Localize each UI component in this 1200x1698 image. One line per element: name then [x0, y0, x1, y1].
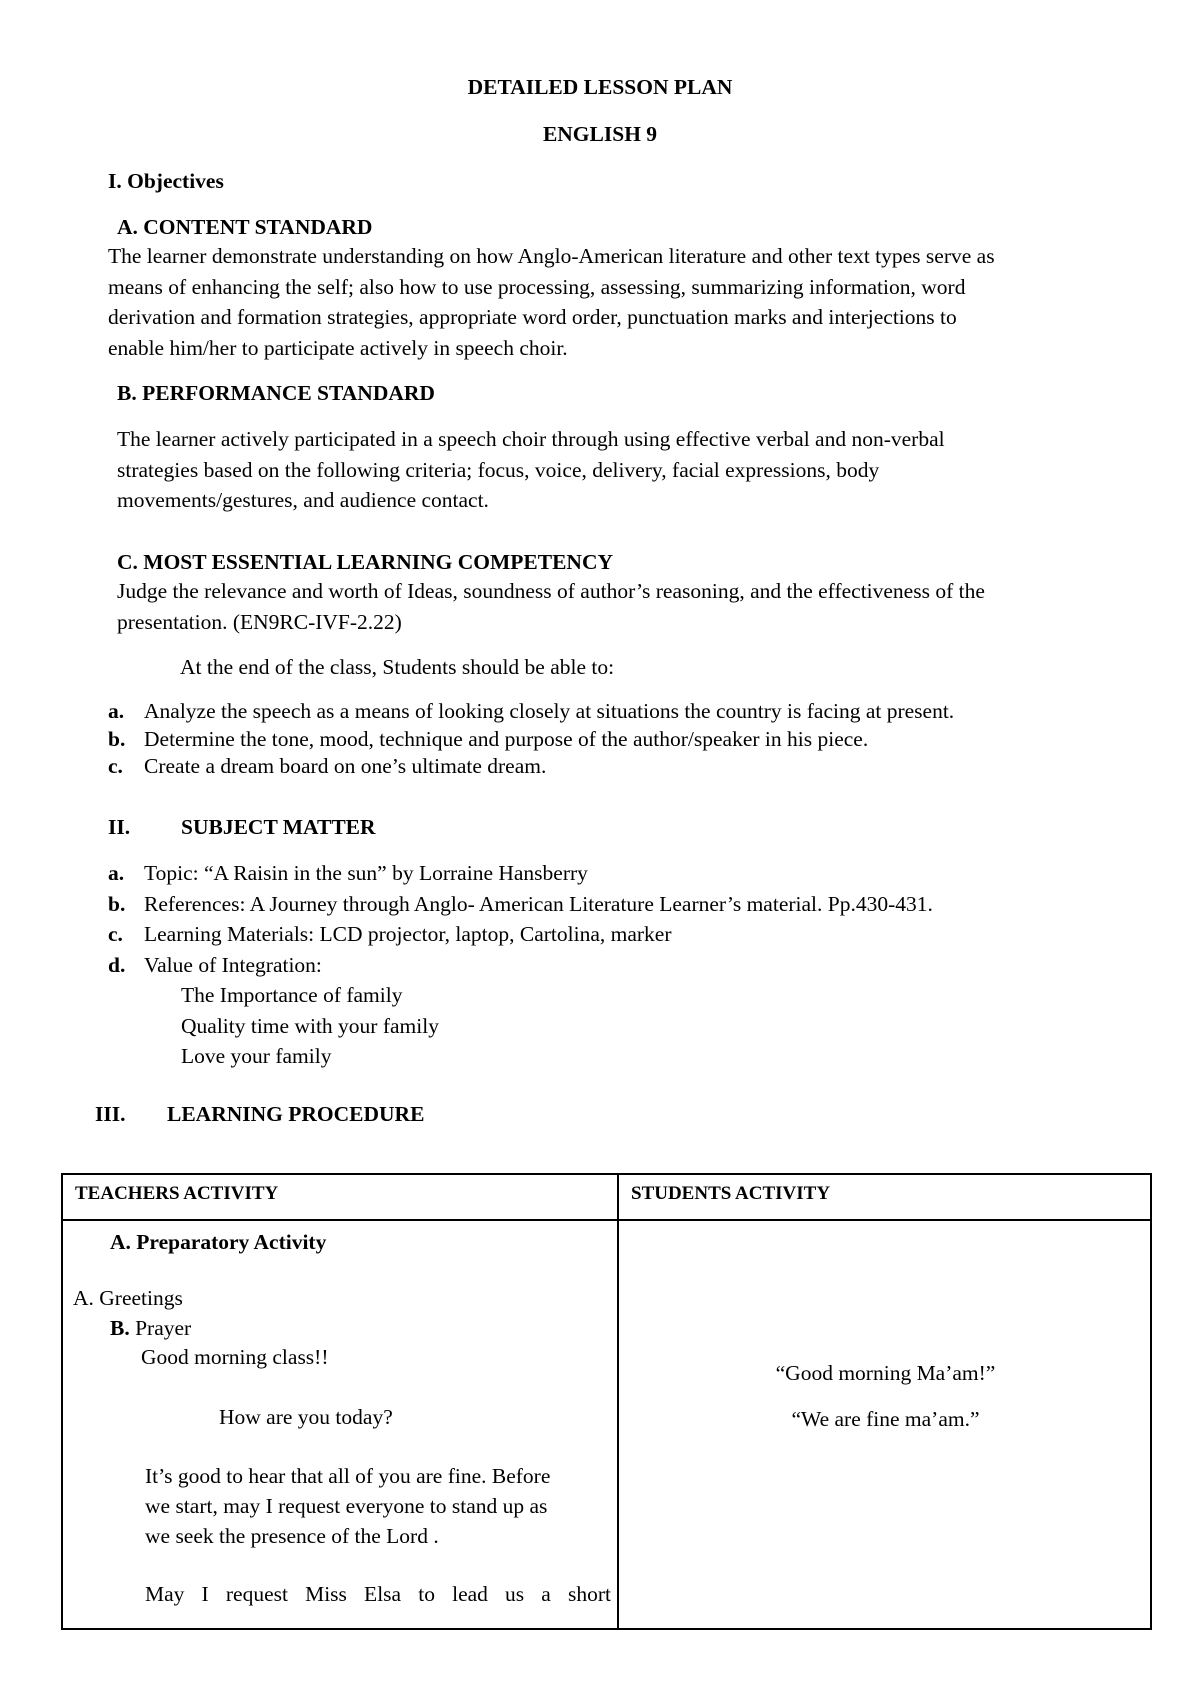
text-line: The learner demonstrate understanding on how Anglo-American literature and other text types serve as: [108, 244, 995, 268]
teacher-request: May I request Miss Elsa to lead us a short: [145, 1582, 611, 1606]
teacher-paragraph: [145, 1461, 550, 1551]
value-item: Love your family: [181, 1044, 332, 1068]
list-text: Learning Materials: LCD projector, laptop, Cartolina, marker: [144, 922, 672, 946]
learning-procedure-numeral: III.: [95, 1102, 126, 1126]
prayer-label: [110, 1313, 191, 1343]
list-item: [108, 858, 933, 889]
list-text: Determine the tone, mood, technique and purpose of the author/speaker in his piece.: [144, 726, 869, 751]
list-text: Analyze the speech as a means of looking closely at situations the country is facing at present.: [144, 699, 955, 723]
text-line: we seek the presence of the Lord .: [145, 1524, 439, 1548]
list-marker: c.: [108, 754, 123, 778]
text-line: derivation and formation strategies, appropriate word order, punctuation marks and interjections to: [108, 305, 957, 329]
document-title: DETAILED LESSON PLAN: [467, 75, 733, 99]
text-line: It’s good to hear that all of you are fine. Before: [145, 1464, 551, 1488]
list-text: References: A Journey through Anglo- American Literature Learner’s material. Pp.430-431.: [144, 891, 933, 916]
performance-standard-heading: B. PERFORMANCE STANDARD: [117, 381, 435, 405]
text-line: strategies based on the following criteria; focus, voice, delivery, facial expressions, body: [117, 457, 880, 482]
text-line: The learner actively participated in a speech choir through using effective verbal and non-verbal: [117, 427, 945, 451]
student-reply-greeting: “Good morning Ma’am!”: [775, 1361, 996, 1385]
list-marker: a.: [108, 861, 125, 885]
table-row: [62, 1220, 1151, 1629]
subject-matter-list: [108, 858, 933, 980]
text-line: means of enhancing the self; also how to use processing, assessing, summarizing information, word: [108, 274, 966, 299]
student-activity-cell: [618, 1220, 1151, 1629]
teacher-activity-cell: [62, 1220, 618, 1629]
greetings-label: A. Greetings: [73, 1286, 183, 1310]
list-marker: d.: [108, 952, 126, 977]
prayer-marker: B.: [110, 1316, 130, 1340]
content-standard-heading: A. CONTENT STANDARD: [117, 215, 373, 239]
list-marker: a.: [108, 699, 125, 723]
list-marker: c.: [108, 922, 123, 946]
list-marker: b.: [108, 726, 126, 751]
learning-procedure-heading: LEARNING PROCEDURE: [167, 1102, 425, 1126]
list-item: [108, 950, 933, 981]
objectives-heading: I. Objectives: [108, 169, 224, 193]
text-line: Judge the relevance and worth of Ideas, soundness of author’s reasoning, and the effectiveness of the: [117, 579, 985, 603]
list-text: Create a dream board on one’s ultimate dream.: [144, 754, 547, 778]
teacher-question: How are you today?: [219, 1405, 393, 1429]
list-text: Topic: “A Raisin in the sun” by Lorraine Hansberry: [144, 861, 588, 885]
activity-table: [61, 1173, 1152, 1630]
student-activity-header: STUDENTS ACTIVITY: [618, 1174, 1151, 1220]
text-line: enable him/her to participate actively in speech choir.: [108, 335, 568, 360]
performance-standard-text: [117, 424, 945, 516]
preparatory-activity-heading: A. Preparatory Activity: [110, 1230, 327, 1254]
list-item: [108, 698, 954, 726]
list-item: [108, 889, 933, 920]
values-list: [181, 980, 439, 1072]
subject-matter-heading: SUBJECT MATTER: [181, 815, 376, 839]
text-line: presentation. (EN9RC-IVF-2.22): [117, 609, 402, 634]
prayer-text: Prayer: [135, 1316, 192, 1340]
subject-title: ENGLISH 9: [542, 122, 658, 146]
text-line: we start, may I request everyone to stand up as: [145, 1494, 548, 1518]
teacher-activity-header: TEACHERS ACTIVITY: [62, 1174, 618, 1220]
text-line: movements/gestures, and audience contact.: [117, 488, 489, 512]
competency-text: [117, 576, 985, 637]
list-item: [108, 753, 954, 781]
value-item: Quality time with your family: [181, 1013, 439, 1038]
list-marker: b.: [108, 891, 126, 916]
list-item: [108, 919, 933, 950]
teacher-greeting: Good morning class!!: [141, 1345, 329, 1369]
table-header-row: [62, 1174, 1151, 1220]
value-item: The Importance of family: [181, 983, 403, 1007]
competency-heading: C. MOST ESSENTIAL LEARNING COMPETENCY: [117, 550, 613, 574]
list-item: [108, 726, 954, 754]
objectives-list: [108, 698, 954, 781]
subject-matter-numeral: II.: [108, 815, 131, 839]
content-standard-text: [108, 241, 995, 363]
objectives-intro: At the end of the class, Students should be able to:: [180, 655, 615, 679]
list-text: Value of Integration:: [144, 952, 322, 977]
student-reply-fine: “We are fine ma’am.”: [791, 1407, 980, 1431]
